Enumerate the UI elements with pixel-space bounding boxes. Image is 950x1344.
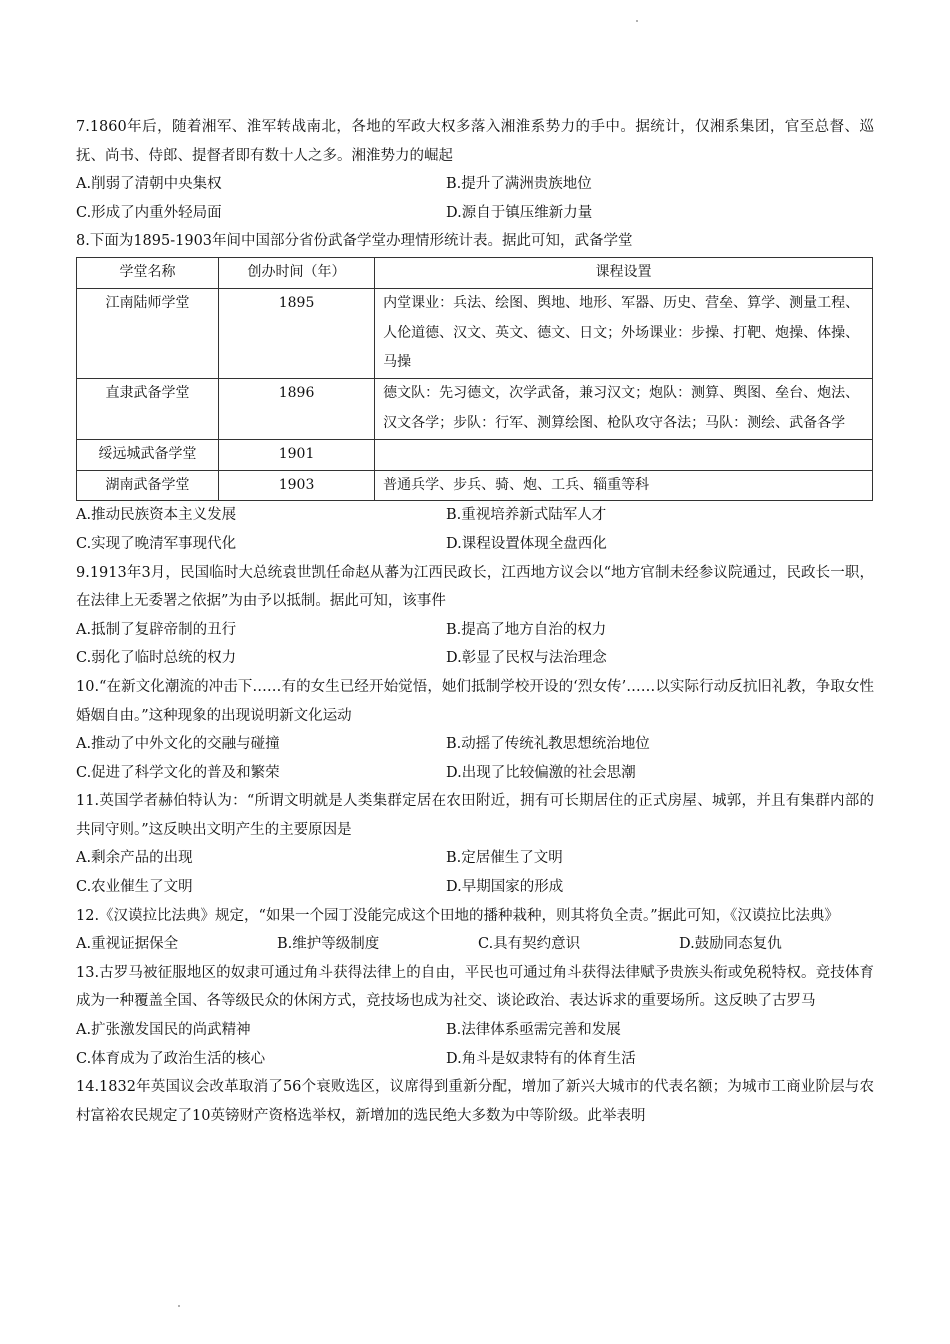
question-stem: 7.1860年后，随着湘军、淮军转战南北，各地的军政大权多落入湘淮系势力的手中。据统计，仅湘系集团，官至总督、巡抚、尚书、侍郎、提督者即有数十人之多。湘淮势力的崛起 — [76, 119, 874, 164]
options — [76, 1016, 874, 1073]
question-stem: 11.英国学者赫伯特认为：“所谓文明就是人类集群定居在农田附近，拥有可长期居住的正式房屋、城郭，并且有集群内部的共同守则。”这反映出文明产生的主要原因是 — [76, 793, 874, 838]
header-courses: 课程设置 — [375, 257, 873, 288]
header-founded-year: 创办时间（年） — [218, 257, 374, 288]
option-c: C.具有契约意识 — [478, 936, 581, 953]
option-d: D.课程设置体现全盘西化 — [446, 535, 607, 552]
options — [76, 930, 874, 959]
scan-mark — [636, 20, 638, 22]
option-c: C.农业催生了文明 — [76, 879, 193, 896]
founded-year: 1895 — [218, 288, 374, 378]
school-name: 直隶武备学堂 — [77, 379, 219, 440]
question-stem: 10.“在新文化潮流的冲击下……有的女生已经开始觉悟，她们抵制学校开设的‘烈女传’……以实际行动反抗旧礼教，争取女性婚姻自由。”这种现象的出现说明新文化运动 — [76, 678, 874, 724]
question-stem: 13.古罗马被征服地区的奴隶可通过角斗获得法律上的自由，平民也可通过角斗获得法律赋予贵族头衔或免税特权。竞技体育成为一种覆盖全国、各等级民众的休闲方式，竞技场也成为社交、谈论政治、表达诉求的重要场所。这反映了古罗马 — [76, 964, 874, 1010]
option-c: C.形成了内重外轻局面 — [76, 204, 222, 221]
option-b: B.动摇了传统礼教思想统治地位 — [446, 736, 650, 753]
option-c: C.实现了晚清军事现代化 — [76, 535, 237, 552]
courses: 德文队：先习德文，次学武备，兼习汉文；炮队：测算、舆图、垒台、炮法、汉文各学；步队：行军、测算绘图、枪队攻守各法；马队：测绘、武备各学 — [375, 379, 873, 440]
option-b: B.维护等级制度 — [277, 936, 380, 953]
options — [76, 170, 874, 227]
option-c: C.弱化了临时总统的权力 — [76, 650, 237, 667]
option-b: B.法律体系亟需完善和发展 — [446, 1022, 621, 1039]
table-row — [77, 379, 873, 440]
question-7 — [76, 113, 874, 227]
option-b: B.定居催生了文明 — [446, 850, 563, 867]
school-name: 江南陆师学堂 — [77, 288, 219, 378]
question-11 — [76, 787, 874, 901]
option-d: D.出现了比较偏激的社会思潮 — [446, 764, 636, 781]
founded-year: 1896 — [218, 379, 374, 440]
table-header-row — [77, 257, 873, 288]
table-row — [77, 288, 873, 378]
option-c: C.体育成为了政治生活的核心 — [76, 1050, 266, 1067]
options — [76, 501, 874, 558]
option-a: A.削弱了清朝中央集权 — [76, 176, 222, 193]
option-b: B.提升了满洲贵族地位 — [446, 176, 592, 193]
option-d: D.源自于镇压维新力量 — [446, 204, 593, 221]
option-a: A.推动了中外文化的交融与碰撞 — [76, 736, 280, 753]
question-list — [76, 113, 874, 1130]
option-a: A.扩张激发国民的尚武精神 — [76, 1022, 251, 1039]
option-d: D.彰显了民权与法治理念 — [446, 650, 607, 667]
question-stem: 14.1832年英国议会改革取消了56个衰败选区，议席得到重新分配，增加了新兴大城市的代表名额；为城市工商业阶层与农村富裕农民规定了10英镑财产资格选举权，新增加的选民绝大多数为中等阶级。此举表明 — [76, 1079, 874, 1124]
option-b: B.重视培养新式陆军人才 — [446, 507, 607, 524]
courses — [375, 439, 873, 470]
scan-mark — [178, 1305, 180, 1307]
question-12 — [76, 902, 874, 959]
courses: 普通兵学、步兵、骑、炮、工兵、辎重等科 — [375, 470, 873, 501]
founded-year: 1903 — [218, 470, 374, 501]
question-stem: 12.《汉谟拉比法典》规定，“如果一个园丁没能完成这个田地的播种栽种，则其将负全责。”据此可知，《汉谟拉比法典》 — [76, 907, 839, 924]
options — [76, 844, 874, 901]
header-school-name: 学堂名称 — [77, 257, 219, 288]
table-row — [77, 439, 873, 470]
option-a: A.重视证据保全 — [76, 936, 179, 953]
options — [76, 616, 874, 673]
question-10 — [76, 673, 874, 787]
question-stem: 8.下面为1895-1903年间中国部分省份武备学堂办理情形统计表。据此可知，武备学堂 — [76, 233, 633, 250]
option-d: D.鼓励同态复仇 — [679, 936, 782, 953]
option-a: A.抵制了复辟帝制的丑行 — [76, 621, 237, 638]
question-13 — [76, 959, 874, 1073]
table-row — [77, 470, 873, 501]
question-stem: 9.1913年3月，民国临时大总统袁世凯任命赵从蕃为江西民政长，江西地方议会以“地方官制未经参议院通过，民政长一职，在法律上无委署之依据”为由予以抵制。据此可知，该事件 — [76, 564, 874, 610]
military-school-table — [76, 257, 873, 501]
option-a: A.剩余产品的出现 — [76, 850, 193, 867]
option-c: C.促进了科学文化的普及和繁荣 — [76, 764, 280, 781]
school-name: 绥远城武备学堂 — [77, 439, 219, 470]
school-name: 湖南武备学堂 — [77, 470, 219, 501]
courses: 内堂课业：兵法、绘图、舆地、地形、军器、历史、营垒、算学、测量工程、人伦道德、汉文、英文、德文、日文；外场课业：步操、打靶、炮操、体操、马操 — [375, 288, 873, 378]
options — [76, 730, 874, 787]
question-14 — [76, 1073, 874, 1130]
question-9 — [76, 559, 874, 673]
option-b: B.提高了地方自治的权力 — [446, 621, 607, 638]
question-8 — [76, 227, 874, 558]
founded-year: 1901 — [218, 439, 374, 470]
option-d: D.角斗是奴隶特有的体育生活 — [446, 1050, 636, 1067]
option-a: A.推动民族资本主义发展 — [76, 507, 237, 524]
option-d: D.早期国家的形成 — [446, 879, 564, 896]
